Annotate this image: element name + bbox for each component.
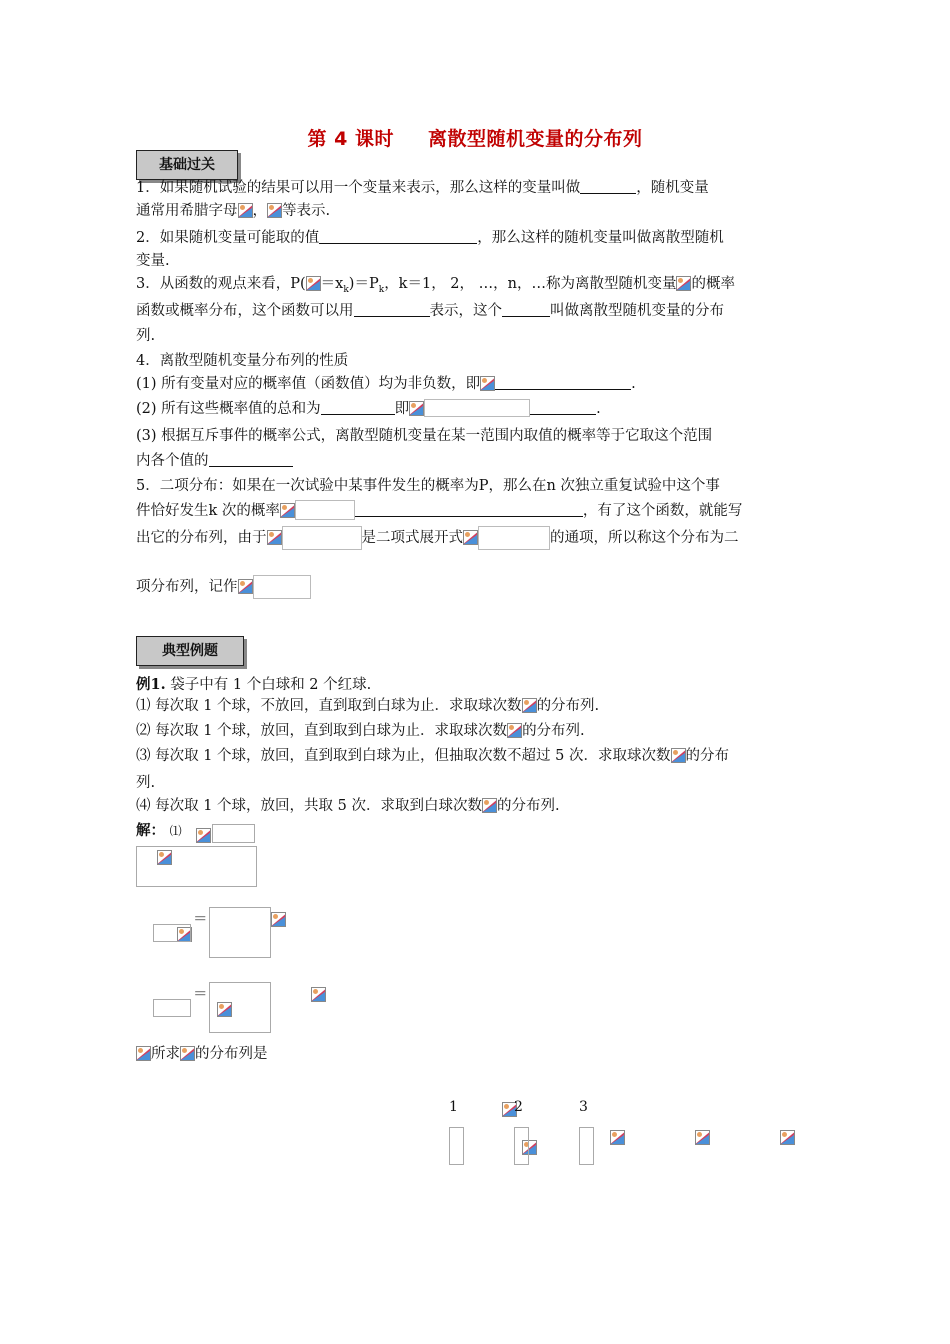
broken-image-icon xyxy=(267,530,282,545)
image-frame xyxy=(282,526,362,550)
example-part2: ⑵ 每次取 1 个球，放回，直到取到白球为止．求取球次数 的分布列. xyxy=(136,723,585,739)
equals-sign: ＝ xyxy=(193,912,208,928)
table-header-2: 2 xyxy=(514,1099,523,1115)
broken-image-icon xyxy=(522,698,537,713)
solution-distribution-line: 所求 的分布列是 xyxy=(136,1044,268,1064)
blank xyxy=(495,375,631,390)
broken-image-icon xyxy=(507,723,522,738)
blank xyxy=(354,302,430,317)
solution-label: 解： ⑴ xyxy=(136,822,182,839)
broken-image-icon xyxy=(780,1130,795,1145)
image-frame xyxy=(295,500,355,520)
example-part3: ⑶ 每次取 1 个球，放回，直到取到白球为止，但抽取次数不超过 5 次．求取球次数 的分布 xyxy=(136,748,729,764)
broken-image-icon xyxy=(238,203,253,218)
image-frame xyxy=(209,907,271,958)
q5-line4: 项分布列，记作 xyxy=(136,575,311,599)
broken-image-icon xyxy=(695,1130,710,1145)
broken-image-icon xyxy=(306,276,321,291)
image-frame xyxy=(153,999,191,1017)
image-frame xyxy=(424,399,530,417)
broken-image-icon xyxy=(676,276,691,291)
q4-item2: (2) 所有这些概率值的总和为 即 . xyxy=(136,401,601,417)
blank xyxy=(355,502,583,517)
q5-line2: 件恰好发生k 次的概率 ，有了这个函数，就能写 xyxy=(136,500,742,521)
q3-line1: 3．从函数的观点来看，P( $=x_k)=P_k$，k＝1， 2， …，n，…称为离散型随机变量 的概率 xyxy=(136,276,735,295)
q4-heading: 4．离散型随机变量分布列的性质 xyxy=(136,353,349,369)
image-frame xyxy=(478,526,550,550)
broken-image-icon xyxy=(180,1046,195,1061)
image-frame xyxy=(579,1127,594,1165)
q1-line2: 通常用希腊字母 ， 等表示. xyxy=(136,203,331,219)
q2-line1: 2．如果随机变量可能取的值 ，那么这样的随机变量叫做离散型随机 xyxy=(136,230,724,246)
image-frame xyxy=(514,1127,529,1165)
q4-item1: (1) 所有变量对应的概率值（函数值）均为非负数，即 . xyxy=(136,376,636,392)
q4-item3: (3) 根据互斥事件的概率公式，离散型随机变量在某一范围内取值的概率等于它取这个范围 xyxy=(136,428,713,444)
broken-image-icon xyxy=(480,376,495,391)
image-frame xyxy=(212,824,255,843)
table-header-1: 1 xyxy=(449,1099,458,1115)
example-intro: 例1. 袋子中有 1 个白球和 2 个红球. xyxy=(136,676,372,693)
blank xyxy=(580,179,636,194)
q3-line3: 列. xyxy=(136,328,156,344)
q5-line3: 出它的分布列，由于 是二项式展开式 的通项，所以称这个分布为二 xyxy=(136,526,739,550)
example-part4: ⑷ 每次取 1 个球，放回，共取 5 次．求取到白球次数 的分布列. xyxy=(136,798,560,814)
broken-image-icon xyxy=(671,748,686,763)
broken-image-icon xyxy=(280,503,295,518)
table-header-3: 3 xyxy=(579,1099,588,1115)
page-title xyxy=(0,124,950,151)
broken-image-icon xyxy=(267,203,282,218)
q4-item3-cont: 内各个值的 xyxy=(136,451,293,471)
title-topic: 离散型随机变量的分布列 xyxy=(427,128,643,150)
image-frame xyxy=(209,982,271,1033)
blank xyxy=(209,452,293,467)
q3-line2: 函数或概率分布，这个函数可以用 表示，这个 叫做离散型随机变量的分布 xyxy=(136,303,724,319)
example-part3-cont: 列. xyxy=(136,775,156,791)
image-frame xyxy=(136,846,257,887)
blank xyxy=(502,302,550,317)
blank xyxy=(321,400,395,415)
q2-line2: 变量. xyxy=(136,253,170,269)
blank xyxy=(319,229,477,244)
title-lesson: 第 4 课时 xyxy=(307,128,394,150)
broken-image-icon xyxy=(196,828,211,843)
image-frame xyxy=(449,1127,464,1165)
example-part1: ⑴ 每次取 1 个球，不放回，直到取到白球为止．求取球次数 的分布列. xyxy=(136,698,600,714)
broken-image-icon xyxy=(610,1130,625,1145)
image-frame xyxy=(253,575,311,599)
q1-line1: 1．如果随机试验的结果可以用一个变量来表示，那么这样的变量叫做 ，随机变量 xyxy=(136,180,709,196)
broken-image-icon xyxy=(271,912,286,927)
blank xyxy=(530,400,596,415)
section-basic-heading: 基础过关 xyxy=(136,150,238,180)
broken-image-icon xyxy=(409,401,424,416)
section-examples-heading: 典型例题 xyxy=(136,636,244,666)
broken-image-icon xyxy=(136,1046,151,1061)
image-frame xyxy=(153,924,191,942)
broken-image-icon xyxy=(238,579,253,594)
broken-image-icon xyxy=(463,530,478,545)
broken-image-icon xyxy=(482,798,497,813)
broken-image-icon xyxy=(311,987,326,1002)
q5-line1: 5．二项分布：如果在一次试验中某事件发生的概率为P，那么在n 次独立重复试验中这个事 xyxy=(136,478,720,494)
equals-sign: ＝ xyxy=(193,987,208,1003)
